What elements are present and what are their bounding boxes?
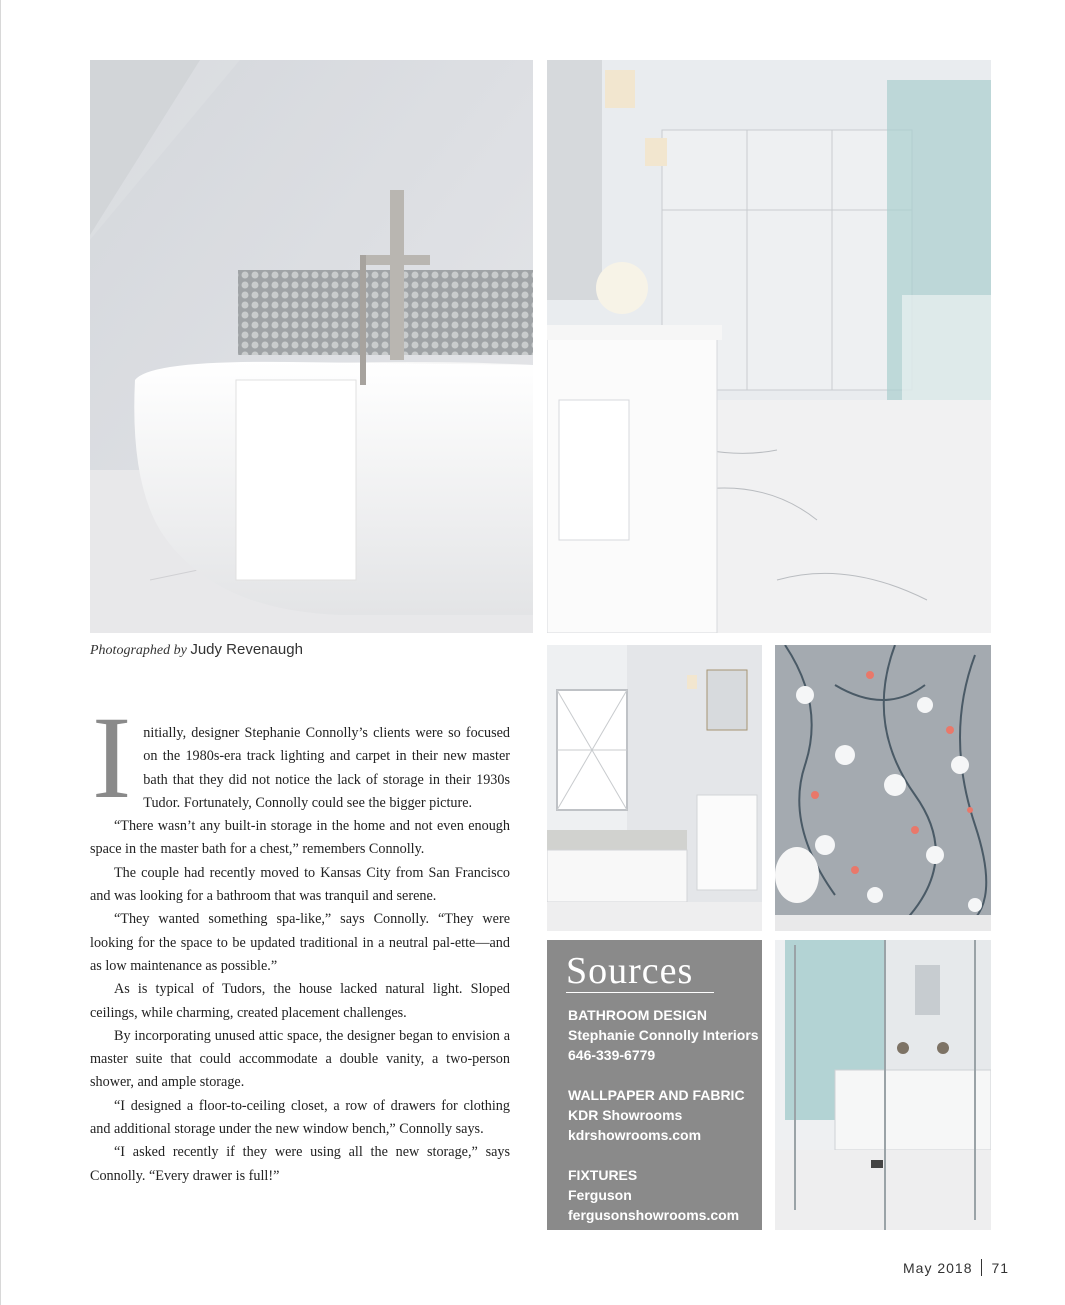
source-category: WALLPAPER AND FABRIC [568, 1087, 745, 1103]
article-paragraph: “There wasn’t any built-in storage in the home and not even enough space in the master bath for a chest,” remembers Connolly. [90, 818, 510, 858]
source-wallpaper-fabric [568, 1085, 745, 1145]
source-detail: 646-339-6779 [568, 1047, 656, 1063]
article-paragraph: The couple had recently moved to Kansas City from San Francisco and was looking for a bathroom that was tranquil and serene. [90, 864, 510, 905]
source-detail: fergusonshowrooms.com [568, 1207, 740, 1223]
wallpaper-photo [775, 645, 991, 931]
article-paragraph: “They wanted something spa-like,” says Connolly. “They were looking for the space to be updated traditional in a neutral pal-ette—and as low maintenance as possible.” [90, 911, 510, 974]
sources-box [547, 940, 762, 1230]
folio-divider [981, 1259, 982, 1276]
source-category: BATHROOM DESIGN [568, 1007, 707, 1023]
photo-credit-prefix: Photographed by [90, 643, 187, 658]
photographer-name: Judy Revenaugh [190, 641, 303, 658]
source-category: FIXTURES [568, 1167, 638, 1183]
page-folio [903, 1259, 1009, 1276]
page-edge [0, 0, 1, 1305]
window-bench-photo [547, 645, 762, 931]
source-detail: kdrshowrooms.com [568, 1127, 702, 1143]
bathtub-photo [90, 60, 533, 633]
issue-date: May 2018 [903, 1260, 973, 1276]
shower-photo [775, 940, 991, 1230]
sources-title: Sources [566, 950, 714, 993]
article-paragraph: “I designed a floor-to-ceiling closet, a row of drawers for clothing and additional storage under the new window bench,” Connolly says. [90, 1097, 510, 1138]
vanity-photo [547, 60, 991, 633]
article-paragraph [90, 692, 510, 823]
article-paragraph: “I asked recently if they were using all the new storage,” says Connolly. “Every drawer is full!” [90, 1144, 510, 1184]
source-fixtures [568, 1165, 739, 1225]
source-name: Ferguson [568, 1187, 632, 1203]
photo-credit [90, 641, 303, 659]
page-number: 71 [991, 1260, 1010, 1276]
article-paragraph: By incorporating unused attic space, the designer began to envision a master suite that could accommodate a double vanity, a two-person shower, and ample storage. [90, 1027, 510, 1091]
article-paragraph: As is typical of Tudors, the house lacked natural light. Sloped ceilings, while charming, created placement challenges. [90, 981, 510, 1021]
article-lead-text: nitially, designer Stephanie Connolly’s clients were so focused on the 1980s-era track lighting and carpet in their new master bath that they did not notice the lack of storage in their 1930s Tudor. Fortunately, Connolly could see the bigger picture. [143, 725, 510, 811]
drop-cap: I [92, 692, 132, 823]
article-body [90, 692, 510, 1188]
source-name: KDR Showrooms [568, 1107, 683, 1123]
source-name: Stephanie Connolly Interiors [568, 1027, 759, 1043]
source-bathroom-design [568, 1005, 759, 1065]
